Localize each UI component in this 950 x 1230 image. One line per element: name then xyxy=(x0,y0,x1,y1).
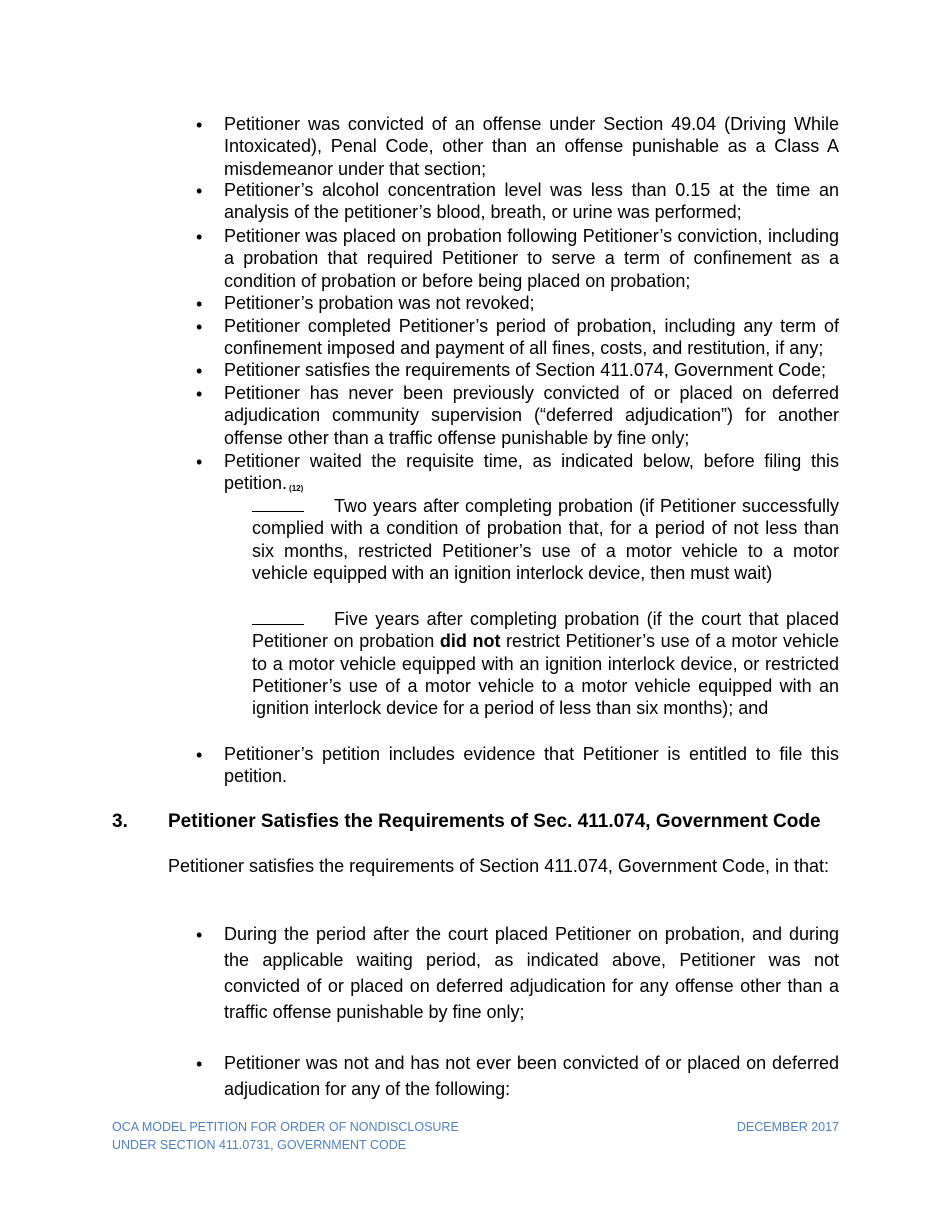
bullet-marker: • xyxy=(196,115,203,135)
option-two-years xyxy=(252,495,839,584)
bullet-marker: • xyxy=(196,745,203,765)
option-five-years-emphasis: did not xyxy=(439,631,501,652)
section-intro: Petitioner satisfies the requirements of Section 411.074, Government Code, in that: xyxy=(168,856,830,876)
bullet-marker: • xyxy=(196,294,203,314)
list-item: Petitioner’s alcohol concentration level was less than 0.15 at the time an analysis of the petitioner’s blood, breath, or urine was performed; xyxy=(224,180,839,223)
list-item: Petitioner satisfies the requirements of Section 411.074, Government Code; xyxy=(224,360,826,380)
bullet-marker: • xyxy=(196,361,203,381)
checkbox-blank-line[interactable] xyxy=(252,610,304,625)
bullet-marker: • xyxy=(196,181,203,201)
bullet-marker: • xyxy=(196,227,203,247)
bullet-marker: • xyxy=(196,384,203,404)
footnote-reference: (12) xyxy=(289,484,304,494)
list-item: Petitioner has never been previously convicted of or placed on deferred adjudication community supervision (“deferred adjudication”) for another offense other than a traffic offense punishable by fine only; xyxy=(224,383,839,448)
option-five-years-text-rest: restrict Petitioner’s use of a motor vehicle to a motor vehicle equipped with an ignition interlock device, or restricted Petitioner’s use of a motor vehicle to a motor vehicle equipped with an ignition interlock device for a period of less than six months); and xyxy=(252,631,839,719)
list-item: Petitioner was convicted of an offense under Section 49.04 (Driving While Intoxicated), Penal Code, other than an offense punishable as a Class A misdemeanor under that section; xyxy=(224,114,839,179)
bullet-marker: • xyxy=(196,452,203,472)
list-item: During the period after the court placed Petitioner on probation, and during the applicable waiting period, as indicated above, Petitioner was not convicted of or placed on deferred adjudication for any offense other than a traffic offense punishable by fine only; xyxy=(224,924,839,1022)
footer-title-line1: OCA MODEL PETITION FOR ORDER OF NONDISCLOSURE xyxy=(112,1120,459,1134)
bullet-marker: • xyxy=(196,925,203,945)
option-five-years-text: Five years after completing probation (if the court that placed Petitioner on probation xyxy=(252,609,839,652)
footer-title-line2: UNDER SECTION 411.0731, GOVERNMENT CODE xyxy=(112,1138,407,1152)
option-five-years xyxy=(252,608,839,719)
list-item xyxy=(224,450,839,501)
list-item: Petitioner was placed on probation following Petitioner’s conviction, including a probation that required Petitioner to serve a term of confinement as a condition of probation or before being placed on probation; xyxy=(224,226,839,291)
list-item: Petitioner was not and has not ever been convicted of or placed on deferred adjudication for any of the following: xyxy=(224,1053,839,1099)
list-item: Petitioner completed Petitioner’s period of probation, including any term of confinement imposed and payment of all fines, costs, and restitution, if any; xyxy=(224,316,839,359)
bullet-marker: • xyxy=(196,1054,203,1074)
footer-date: DECEMBER 2017 xyxy=(736,1120,839,1134)
section-title: Petitioner Satisfies the Requirements of Sec. 411.074, Government Code xyxy=(168,811,821,832)
bullet-marker: • xyxy=(196,317,203,337)
footer-left xyxy=(112,1118,459,1154)
section-number: 3. xyxy=(112,811,128,832)
list-item-text: Petitioner waited the requisite time, as indicated below, before filing this petition. xyxy=(224,451,839,494)
list-item: Petitioner’s probation was not revoked; xyxy=(224,293,535,313)
checkbox-blank-line[interactable] xyxy=(252,497,304,512)
option-two-years-text: Two years after completing probation (if Petitioner successfully complied with a condition of probation that, for a period of not less than six months, restricted Petitioner’s use of a motor vehicle to a motor vehicle equipped with an ignition interlock device, then must wait) xyxy=(252,496,839,583)
list-item: Petitioner’s petition includes evidence that Petitioner is entitled to file this petition. xyxy=(224,744,839,787)
